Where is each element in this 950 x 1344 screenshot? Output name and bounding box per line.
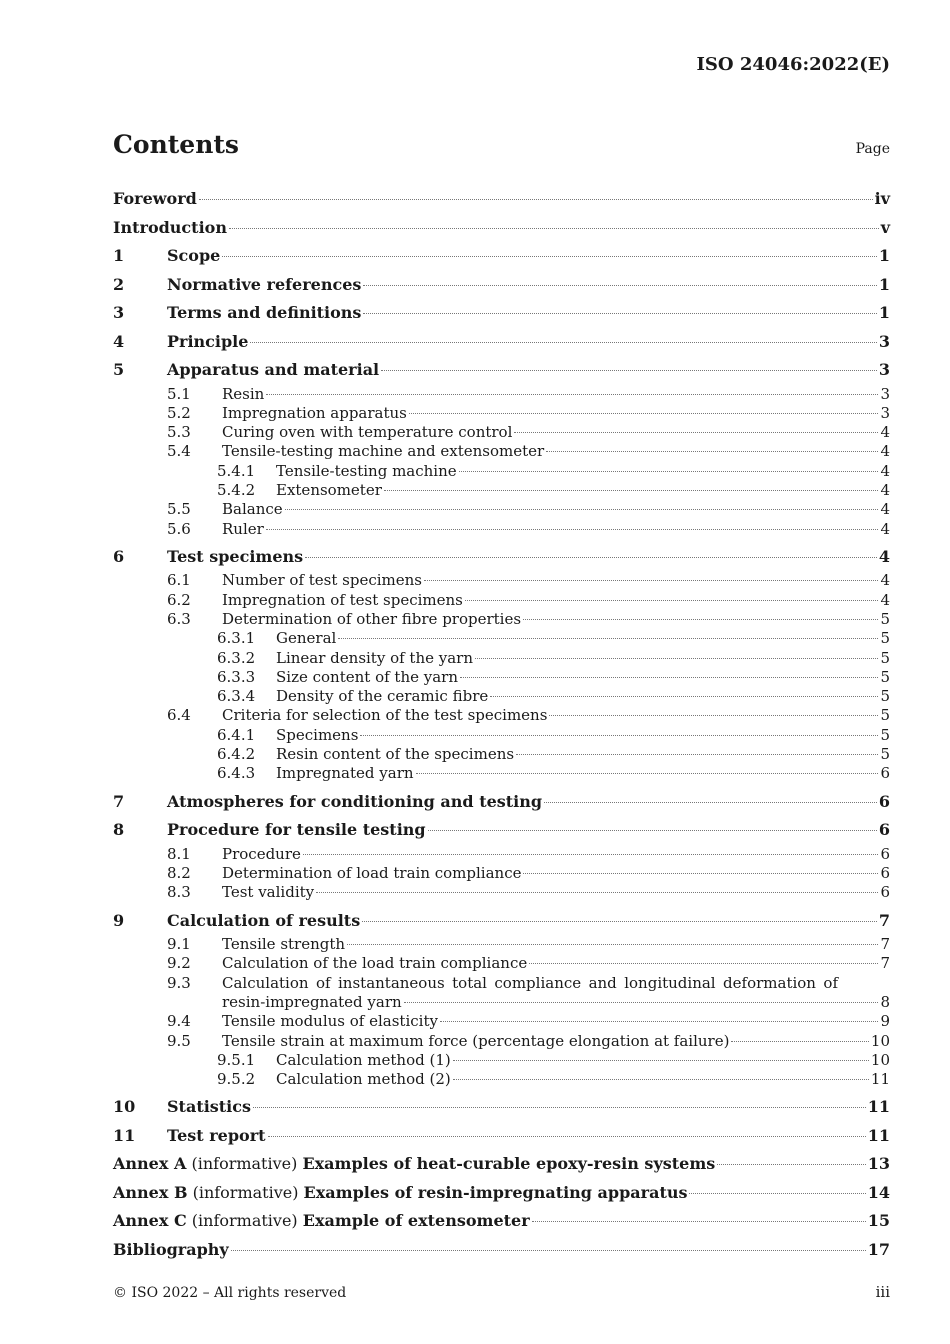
dot-leader (453, 1079, 869, 1080)
toc-entry-page: 6 (878, 820, 890, 840)
dot-leader (529, 963, 878, 964)
toc-entry-title: Resin content of the specimens (276, 745, 515, 764)
toc-entry-title: Statistics (167, 1097, 252, 1117)
dot-leader (363, 285, 876, 286)
toc-entry-title: Atmospheres for conditioning and testing (167, 791, 543, 811)
toc-entry-number: 9.2 (167, 954, 191, 973)
toc-entry-page: 5 (880, 648, 890, 667)
annex-type: (informative) (187, 1182, 304, 1202)
dot-leader (384, 490, 879, 491)
toc-entry-title (113, 1150, 715, 1179)
toc-entry-title-continued: resin-impregnated yarn (222, 992, 402, 1011)
annex-label: Annex C (113, 1211, 187, 1231)
dot-leader (453, 1060, 869, 1061)
toc-entry[interactable] (113, 610, 890, 629)
toc-entry-title: Determination of other fibre properties (222, 609, 522, 628)
toc-entry-number: 5.4 (167, 442, 191, 461)
toc-entry-number: 6.2 (167, 590, 191, 609)
toc-entry[interactable] (113, 404, 890, 423)
toc-entry-page: 6 (880, 844, 890, 863)
toc-entry[interactable] (113, 1150, 890, 1179)
toc-entry-number: 4 (113, 331, 125, 351)
toc-entry[interactable] (113, 649, 890, 668)
toc-entry-number: 6.4.2 (217, 745, 256, 764)
toc-entry-page: 6 (880, 883, 890, 902)
toc-entry-number: 8.3 (167, 883, 191, 902)
dot-leader (516, 754, 878, 755)
dot-leader (231, 1250, 866, 1251)
toc-entry-title: Impregnation apparatus (222, 403, 407, 422)
toc-entry-number: 9.5 (167, 1031, 191, 1050)
toc-entry-page: 6 (880, 764, 890, 783)
toc-entry-title: Procedure for tensile testing (167, 820, 426, 840)
page-number: iii (875, 1283, 890, 1301)
toc-entry[interactable] (113, 242, 890, 271)
dot-leader (404, 1002, 879, 1003)
toc-entry-page: 4 (880, 519, 890, 538)
dot-leader (266, 394, 878, 395)
toc-entry-page: 10 (870, 1031, 890, 1050)
toc-entry-title: Foreword (113, 189, 197, 208)
contents-title: Contents (113, 130, 240, 159)
table-of-contents (113, 185, 890, 1264)
toc-entry-title: Extensometer (276, 480, 382, 499)
toc-entry[interactable] (113, 1207, 890, 1236)
toc-entry[interactable] (113, 185, 890, 214)
dot-leader (222, 256, 877, 257)
toc-entry-title: Density of the ceramic fibre (276, 687, 489, 706)
toc-entry-page: 6 (878, 791, 890, 811)
toc-entry-page: 4 (880, 423, 890, 442)
toc-entry-page: 13 (867, 1154, 890, 1174)
dot-leader (338, 638, 878, 639)
toc-entry[interactable] (113, 668, 890, 687)
toc-entry[interactable] (113, 706, 890, 725)
toc-entry[interactable] (113, 1236, 890, 1265)
toc-entry-page: 5 (880, 706, 890, 725)
toc-entry-number: 1 (113, 246, 125, 265)
toc-entry-page: 5 (880, 745, 890, 764)
toc-entry-title (113, 1207, 530, 1236)
dot-leader (199, 199, 873, 200)
toc-entry-title: Normative references (167, 274, 362, 294)
toc-entry-page: 5 (880, 629, 890, 648)
dot-leader (416, 773, 879, 774)
toc-entry[interactable] (113, 423, 890, 442)
toc-entry-title: Apparatus and material (167, 360, 380, 379)
toc-entry-number: 8 (113, 820, 125, 840)
toc-entry-title: Balance (222, 500, 283, 519)
toc-entry[interactable] (113, 1032, 890, 1051)
annex-title: Example of extensometer (302, 1211, 530, 1231)
toc-entry-title: Calculation method (2) (276, 1070, 451, 1089)
toc-entry[interactable] (113, 1070, 890, 1089)
toc-entry-title: Ruler (222, 519, 264, 538)
toc-entry-number: 6.3.1 (217, 629, 256, 648)
toc-entry[interactable] (113, 764, 890, 783)
toc-entry-title: Tensile strain at maximum force (percentage elongation at failure) (222, 1031, 730, 1050)
toc-entry[interactable] (113, 481, 890, 500)
dot-leader (266, 529, 879, 530)
toc-entry-number: 5.2 (167, 403, 191, 422)
toc-entry[interactable] (113, 328, 890, 357)
toc-entry-title: General (276, 629, 337, 648)
toc-entry-page: 7 (878, 910, 890, 930)
toc-entry-number: 5.1 (167, 384, 191, 403)
toc-entry[interactable] (113, 520, 890, 539)
annex-label: Annex A (113, 1154, 187, 1174)
toc-entry-page: 8 (880, 992, 890, 1011)
dot-leader (514, 432, 878, 433)
dot-leader (424, 580, 878, 581)
dot-leader (440, 1021, 879, 1022)
dot-leader (305, 557, 877, 558)
toc-entry-number: 6.4.3 (217, 764, 256, 783)
toc-entry-page: 7 (880, 954, 890, 973)
toc-entry[interactable] (113, 442, 890, 461)
toc-entry-number: 5.6 (167, 519, 191, 538)
toc-entry-number: 6.3.4 (217, 687, 256, 706)
toc-entry[interactable] (113, 629, 890, 648)
annex-title: Examples of heat-curable epoxy-resin systems (302, 1154, 716, 1174)
toc-entry[interactable] (113, 1122, 890, 1151)
dot-leader (253, 1107, 866, 1108)
toc-entry[interactable] (113, 935, 890, 954)
copyright-notice: © ISO 2022 – All rights reserved (113, 1285, 347, 1301)
toc-entry-number: 5.3 (167, 423, 191, 442)
toc-entry-title (113, 1179, 687, 1208)
toc-entry-title: Curing oven with temperature control (222, 423, 513, 442)
toc-entry-number: 9.5.2 (217, 1070, 256, 1089)
annex-type: (informative) (186, 1154, 303, 1174)
toc-entry-number: 5 (113, 360, 125, 379)
toc-entry[interactable] (113, 1051, 890, 1070)
toc-entry-number: 10 (113, 1097, 136, 1117)
toc-entry[interactable] (113, 1012, 890, 1031)
toc-entry-number: 5.5 (167, 500, 191, 519)
toc-entry-number: 8.1 (167, 844, 191, 863)
dot-leader (523, 619, 878, 620)
toc-entry[interactable] (113, 356, 890, 385)
toc-entry-title: Calculation of the load train compliance (222, 954, 528, 973)
toc-entry[interactable] (113, 462, 890, 481)
toc-entry[interactable] (113, 845, 890, 864)
dot-leader (360, 735, 878, 736)
toc-entry[interactable] (113, 788, 890, 817)
toc-entry-page: 4 (880, 571, 890, 590)
toc-entry-title: Determination of load train compliance (222, 863, 522, 882)
toc-entry-title: Test validity (222, 883, 315, 902)
toc-entry-number: 6.4.1 (217, 725, 256, 744)
dot-leader (689, 1193, 865, 1194)
toc-entry-number: 5.4.1 (217, 461, 256, 480)
toc-entry[interactable] (113, 864, 890, 883)
toc-entry[interactable] (113, 1093, 890, 1122)
annex-type: (informative) (186, 1211, 303, 1231)
document-id: ISO 24046:2022(E) (696, 54, 890, 75)
toc-entry-page: 3 (880, 403, 890, 422)
toc-entry-page: 4 (878, 546, 890, 566)
toc-entry-title: Scope (167, 246, 221, 265)
toc-entry[interactable] (113, 214, 890, 243)
dot-leader (717, 1164, 865, 1165)
toc-entry-page: 7 (880, 935, 890, 954)
toc-entry-title: Tensile modulus of elasticity (222, 1012, 438, 1031)
toc-entry-page: 3 (880, 384, 890, 403)
toc-entry-number: 3 (113, 303, 125, 322)
toc-entry-number: 9.3 (167, 973, 191, 992)
toc-entry-title: Impregnation of test specimens (222, 590, 463, 609)
dot-leader (229, 228, 879, 229)
toc-entry[interactable] (113, 883, 890, 902)
dot-leader (268, 1136, 866, 1137)
toc-entry-page: 1 (878, 274, 890, 294)
toc-entry-number: 6.3.2 (217, 648, 256, 667)
dot-leader (465, 600, 879, 601)
page-column-label: Page (855, 141, 890, 157)
toc-entry[interactable] (113, 385, 890, 404)
dot-leader (549, 715, 878, 716)
dot-leader (409, 413, 879, 414)
dot-leader (303, 854, 879, 855)
toc-entry-page: 11 (870, 1070, 890, 1089)
toc-entry-number: 9.4 (167, 1012, 191, 1031)
toc-entry-number: 2 (113, 274, 125, 294)
toc-entry-number: 5.4.2 (217, 480, 256, 499)
toc-entry-title: Specimens (276, 725, 359, 744)
toc-entry-number: 6.4 (167, 706, 191, 725)
toc-entry-number: 9.1 (167, 935, 191, 954)
toc-entry-title: Criteria for selection of the test specimens (222, 706, 548, 725)
toc-entry[interactable] (113, 726, 890, 745)
toc-entry-title: Tensile-testing machine and extensometer (222, 442, 545, 461)
toc-entry-page: 6 (880, 863, 890, 882)
dot-leader (285, 509, 879, 510)
dot-leader (428, 830, 877, 831)
toc-entry-number: 6.1 (167, 571, 191, 590)
toc-entry-title: Impregnated yarn (276, 764, 414, 783)
dot-leader (347, 944, 878, 945)
dot-leader (475, 658, 878, 659)
dot-leader (459, 471, 879, 472)
toc-entry-title: Introduction (113, 217, 227, 237)
toc-entry-page: v (880, 217, 890, 237)
toc-entry[interactable] (113, 954, 890, 973)
toc-entry-title: Number of test specimens (222, 571, 423, 590)
dot-leader (546, 451, 878, 452)
toc-entry-page: 10 (870, 1050, 890, 1069)
toc-entry[interactable] (113, 571, 890, 590)
toc-entry-page: 5 (880, 687, 890, 706)
toc-entry[interactable] (113, 974, 890, 1013)
dot-leader (460, 677, 878, 678)
toc-entry-title: Test report (167, 1125, 266, 1145)
toc-entry[interactable] (113, 543, 890, 572)
toc-entry[interactable] (113, 271, 890, 300)
dot-leader (544, 802, 877, 803)
toc-entry-number: 7 (113, 791, 125, 811)
toc-entry[interactable] (113, 299, 890, 328)
dot-leader (316, 892, 878, 893)
toc-entry-number: 11 (113, 1125, 136, 1145)
toc-entry-number: 6.3.3 (217, 667, 256, 686)
toc-entry-page: 11 (867, 1125, 890, 1145)
toc-entry-page: 15 (867, 1211, 890, 1231)
toc-entry-title: Linear density of the yarn (276, 648, 474, 667)
toc-entry-page: 5 (880, 667, 890, 686)
toc-entry[interactable] (113, 687, 890, 706)
toc-entry-title: Tensile-testing machine (276, 461, 457, 480)
toc-entry-number: 6.3 (167, 609, 191, 628)
toc-entry-page: 1 (878, 303, 890, 322)
dot-leader (250, 342, 876, 343)
dot-leader (731, 1041, 868, 1042)
toc-entry-page: 5 (880, 725, 890, 744)
dot-leader (523, 873, 878, 874)
toc-entry-number: 6 (113, 546, 125, 566)
toc-entry-page: 4 (880, 442, 890, 461)
toc-entry-title: Tensile strength (222, 935, 346, 954)
toc-entry[interactable] (113, 500, 890, 519)
toc-entry[interactable] (113, 907, 890, 936)
dot-leader (381, 370, 877, 371)
toc-entry-page: 9 (880, 1012, 890, 1031)
toc-entry-page: 4 (880, 480, 890, 499)
toc-entry-page: 4 (880, 590, 890, 609)
toc-entry-title: Calculation of results (167, 910, 361, 930)
toc-entry-page: 4 (880, 461, 890, 480)
toc-entry-page: 4 (880, 500, 890, 519)
toc-entry[interactable] (113, 745, 890, 764)
toc-entry-number: 9.5.1 (217, 1050, 256, 1069)
toc-entry-page: 1 (878, 246, 890, 265)
annex-label: Annex B (113, 1182, 188, 1202)
toc-entry-page: 5 (880, 609, 890, 628)
toc-entry-title: Principle (167, 331, 249, 351)
toc-entry-title: Calculation method (1) (276, 1050, 451, 1069)
toc-entry-title: Procedure (222, 844, 301, 863)
toc-entry-title: Bibliography (113, 1239, 229, 1259)
toc-entry-number: 8.2 (167, 863, 191, 882)
toc-entry-page: 3 (878, 331, 890, 351)
toc-entry-page: iv (874, 189, 890, 208)
toc-entry-title: Test specimens (167, 546, 304, 566)
dot-leader (532, 1221, 866, 1222)
toc-entry-title: Calculation of instantaneous total compliance and longitudinal deformation of (222, 973, 838, 992)
toc-entry[interactable] (113, 1179, 890, 1208)
annex-title: Examples of resin-impregnating apparatus (303, 1182, 688, 1202)
toc-entry-page: 3 (878, 360, 890, 379)
dot-leader (490, 696, 878, 697)
toc-entry[interactable] (113, 816, 890, 845)
dot-leader (362, 921, 877, 922)
dot-leader (363, 313, 876, 314)
toc-entry-title: Size content of the yarn (276, 667, 459, 686)
toc-entry-title: Resin (222, 384, 265, 403)
toc-entry-title: Terms and definitions (167, 303, 362, 322)
toc-entry-page: 14 (867, 1182, 890, 1202)
toc-entry-number: 9 (113, 910, 125, 930)
toc-entry[interactable] (113, 591, 890, 610)
toc-entry-page: 17 (867, 1239, 890, 1259)
toc-entry-page: 11 (867, 1097, 890, 1117)
